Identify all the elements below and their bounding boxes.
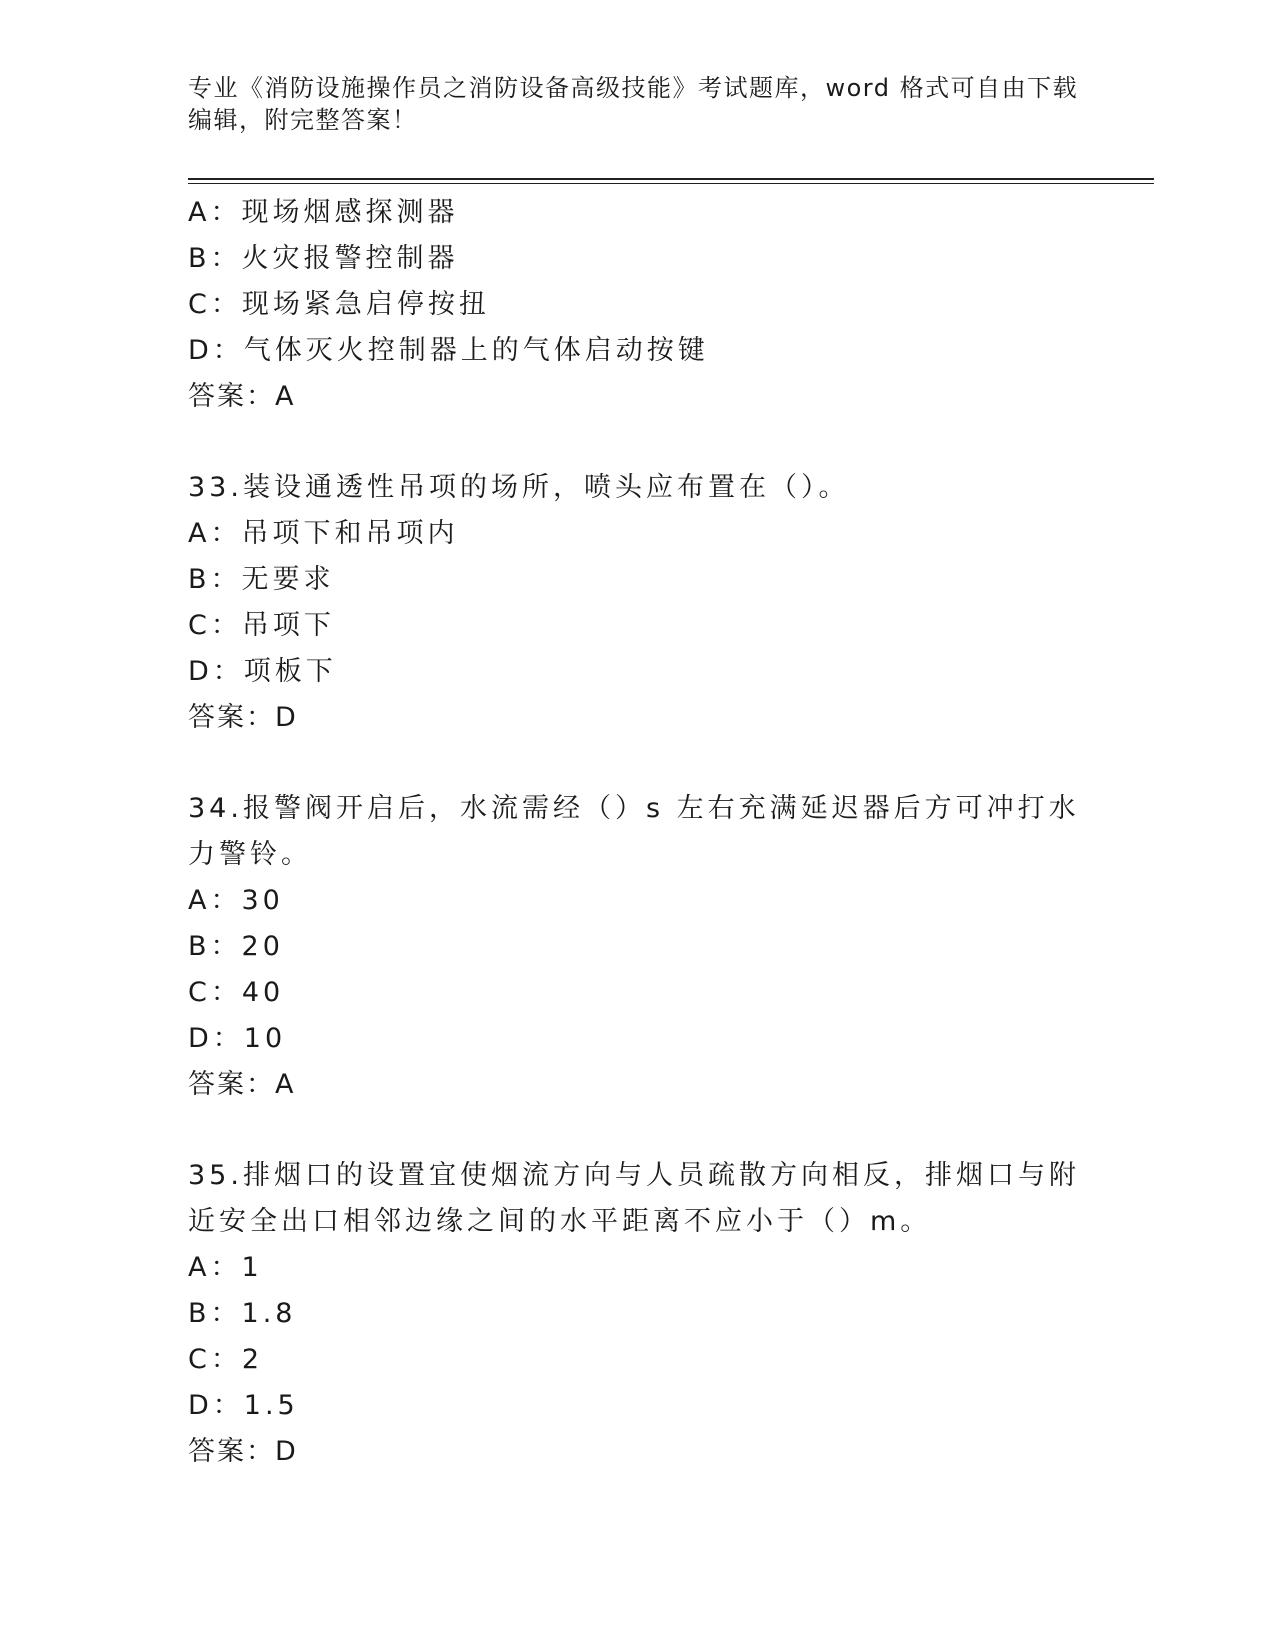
answer-line: 答案：D <box>188 702 298 733</box>
question-list <box>188 190 1088 1475</box>
option-d: D：10 <box>188 1023 287 1054</box>
question-stem: 35.排烟口的设置宜使烟流方向与人员疏散方向相反，排烟口与附近安全出口相邻边缘之间的水平距离不应小于（）m。 <box>188 1160 1080 1237</box>
option-d: D：气体灭火控制器上的气体启动按键 <box>188 335 709 366</box>
option-a: A：现场烟感探测器 <box>188 197 459 228</box>
option-a: A：吊项下和吊项内 <box>188 518 459 549</box>
option-c: C：吊项下 <box>188 610 335 641</box>
option-a: A：30 <box>188 885 284 916</box>
option-d: D：项板下 <box>188 656 337 687</box>
question-block-35 <box>188 1153 1088 1475</box>
option-c: C：2 <box>188 1344 264 1375</box>
option-c: C：40 <box>188 977 285 1008</box>
option-b: B：火灾报警控制器 <box>188 243 459 274</box>
option-b: B：1.8 <box>188 1298 297 1329</box>
answer-line: 答案：D <box>188 1436 298 1467</box>
question-block-prev <box>188 190 1088 420</box>
option-b: B：无要求 <box>188 564 335 595</box>
answer-line: 答案：A <box>188 1069 296 1100</box>
option-b: B：20 <box>188 931 284 962</box>
question-stem: 34.报警阀开启后，水流需经（）s 左右充满延迟器后方可冲打水力警铃。 <box>188 793 1080 870</box>
document-header: 专业《消防设施操作员之消防设备高级技能》考试题库，word 格式可自由下载编辑，附完整答案！ <box>188 74 1079 134</box>
answer-line: 答案：A <box>188 381 296 412</box>
question-block-34 <box>188 786 1088 1108</box>
header-rule-thin <box>188 183 1154 184</box>
question-block-33 <box>188 465 1088 741</box>
option-c: C：现场紧急启停按扭 <box>188 289 490 320</box>
option-a: A：1 <box>188 1252 263 1283</box>
header-rule-thick <box>188 178 1154 180</box>
question-stem: 33.装设通透性吊项的场所，喷头应布置在（）。 <box>188 472 850 503</box>
option-d: D：1.5 <box>188 1390 299 1421</box>
